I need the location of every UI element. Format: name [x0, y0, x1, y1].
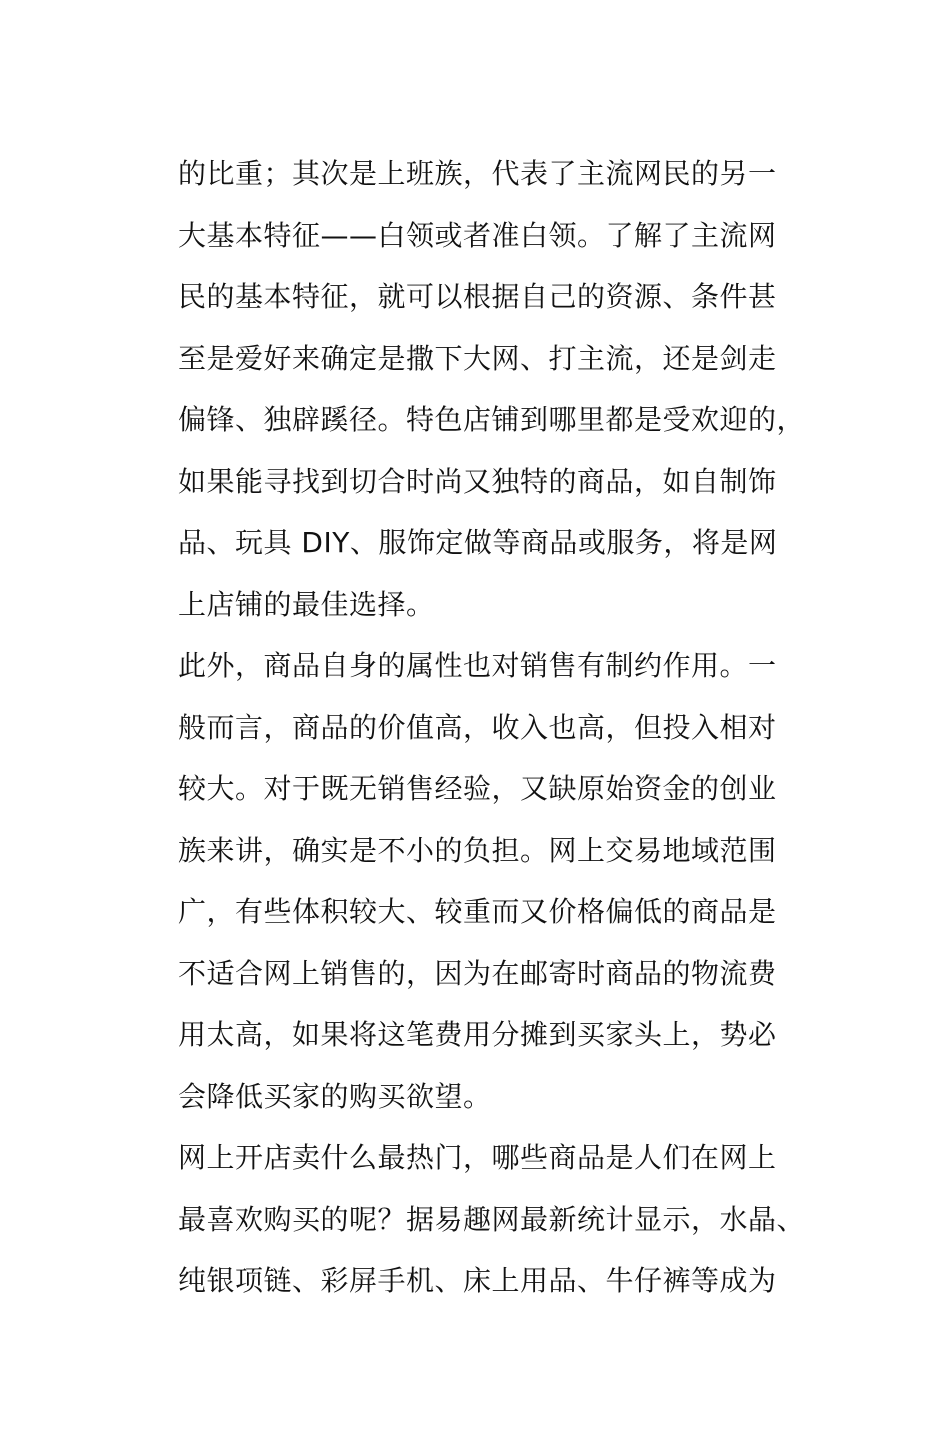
- text-line: 如果能寻找到切合时尚又独特的商品，如自制饰: [178, 464, 777, 498]
- text-line: 的比重；其次是上班族，代表了主流网民的另一: [178, 157, 777, 190]
- text-line: 网上开店卖什么最热门，哪些商品是人们在网上: [178, 1141, 777, 1174]
- text-line: 族来讲，确实是不小的负担。网上交易地域范围: [178, 833, 777, 867]
- text-line: 品、玩具 DIY、服饰定做等商品或服务，将是网: [178, 526, 778, 559]
- text-line: 民的基本特征，就可以根据自己的资源、条件甚: [178, 280, 777, 313]
- text-line: 此外，商品自身的属性也对销售有制约作用。一: [178, 649, 777, 682]
- body-text: [178, 143, 806, 1312]
- text-line: 至是爱好来确定是撒下大网、打主流，还是剑走: [178, 341, 777, 375]
- text-line: 纯银项链、彩屏手机、床上用品、牛仔裤等成为: [178, 1264, 777, 1297]
- text-line: 广，有些体积较大、较重而又价格偏低的商品是: [178, 895, 777, 928]
- text-line: 会降低买家的购买欲望。: [178, 1079, 492, 1113]
- text-line: 用太高，如果将这笔费用分摊到买家头上，势必: [178, 1018, 777, 1051]
- text-line: 般而言，商品的价值高，收入也高，但投入相对: [178, 710, 777, 744]
- text-line: 较大。对于既无销售经验，又缺原始资金的创业: [178, 772, 777, 805]
- text-line: 偏锋、独辟蹊径。特色店铺到哪里都是受欢迎的，: [178, 403, 806, 436]
- text-line: 大基本特征——白领或者准白领。了解了主流网: [178, 218, 777, 252]
- text-line: 最喜欢购买的呢？据易趣网最新统计显示，水晶、: [178, 1202, 806, 1236]
- text-line: 上店铺的最佳选择。: [178, 587, 435, 621]
- text-line: 不适合网上销售的，因为在邮寄时商品的物流费: [178, 956, 777, 990]
